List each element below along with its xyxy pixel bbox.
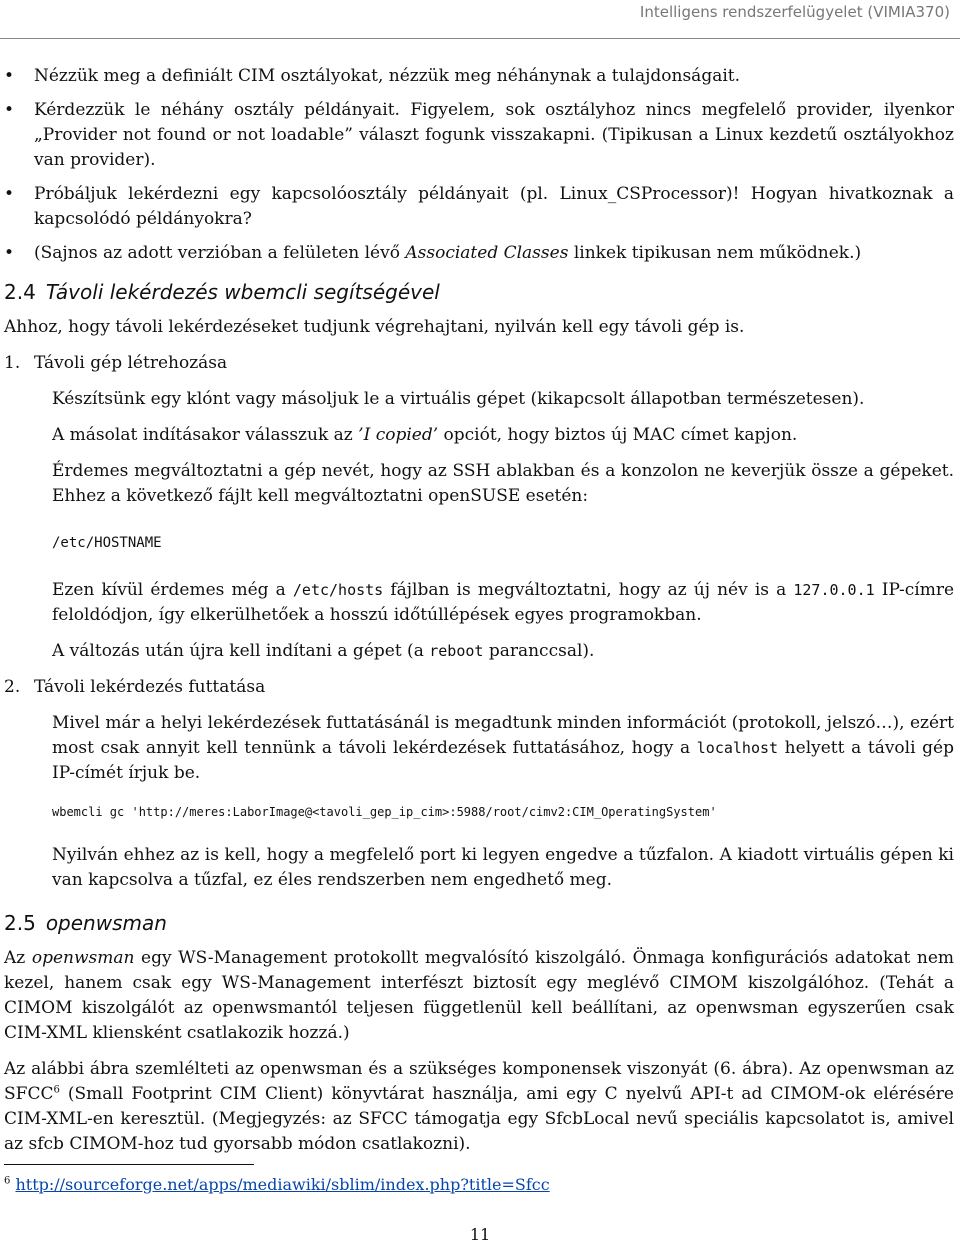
section-intro: Ahhoz, hogy távoli lekérdezéseket tudjunk végrehajtani, nyilván kell egy távoli gép is.	[4, 317, 745, 337]
code-block: /etc/HOSTNAME	[52, 535, 162, 551]
text-run: A változás után újra kell indítani a gépet (a	[52, 641, 430, 661]
header-divider	[0, 38, 960, 39]
inline-code: /etc/hosts	[292, 581, 384, 599]
step-body	[52, 711, 954, 786]
step-heading	[4, 351, 954, 376]
step-label: Távoli gép létrehozása	[34, 353, 228, 373]
step-label: Távoli lekérdezés futtatása	[34, 677, 266, 697]
bullet-list	[4, 64, 954, 266]
paragraph	[52, 639, 954, 664]
associated-classes-term: Associated Classes	[405, 243, 569, 263]
paragraph: Készítsünk egy klónt vagy másoljuk le a virtuális gépet (kikapcsolt állapotban természetesen).	[52, 389, 865, 409]
footnote-ref: 6	[53, 1084, 60, 1096]
inline-code: 127.0.0.1	[793, 581, 875, 599]
step-body	[52, 578, 954, 664]
step-number: 1.	[4, 353, 21, 373]
paragraph	[52, 423, 954, 448]
section-title: openwsman	[45, 911, 167, 935]
step-number: 2.	[4, 677, 21, 697]
step-body	[52, 387, 954, 509]
text-run: opciót, hogy biztos új MAC címet kapjon.	[438, 425, 798, 445]
list-item	[4, 241, 954, 266]
option-name: ’I copied’	[358, 425, 439, 445]
header-title: Intelligens rendszerfelügyelet (VIMIA370)	[639, 3, 950, 21]
text-run: fájlban is megváltoztatni, hogy az új név is a	[383, 580, 794, 600]
document-body	[4, 64, 954, 1168]
paragraph	[4, 1057, 954, 1157]
page-header	[0, 0, 960, 28]
step-heading	[4, 675, 954, 700]
text-run: Az alábbi ábra szemlélteti az openwsman és a szükséges komponensek viszonyát (6. ábra). Az openwsman az SFCC	[4, 1059, 954, 1104]
text-run: (Sajnos az adott verzióban a felületen lévő	[34, 243, 406, 263]
text-run: Az	[4, 948, 32, 968]
paragraph	[52, 711, 954, 786]
text-run: (Small Footprint CIM Client) könyvtárat használja, ami egy C nyelvű API-t ad CIMOM-ok elérésére CIM-XML-en keresztül. (Megjegyzés: az SFCC támogatja egy SfcbLocal nevű speciális kapcsolatot is, amivel az sfcb CIMOM-hoz tud gyorsabb módon csatlakozni).	[4, 1084, 954, 1154]
text-run: linkek tipikusan nem működnek.)	[568, 243, 862, 263]
code-block: wbemcli gc 'http://meres:LaborImage@<tavoli_gep_ip_cim>:5988/root/cimv2:CIM_OperatingSystem'	[52, 805, 717, 819]
text-run: IP-címre feloldódjon, így elkerülhetőek a hosszú időtúllépések egyes programokban.	[52, 580, 955, 625]
text-run: A másolat indításakor válasszuk az	[52, 425, 359, 445]
list-item: • Nézzük meg a definiált CIM osztályokat, nézzük meg néhánynak a tulajdonságait.	[4, 64, 954, 89]
footnote-divider	[4, 1164, 254, 1165]
text-run: Ezen kívül érdemes még a	[52, 580, 293, 600]
text-run: helyett a távoli gép IP-címét írjuk be.	[52, 738, 954, 783]
openwsman-term: openwsman	[31, 948, 135, 968]
section-heading-2-5	[4, 911, 954, 936]
list-item: • Próbáljuk lekérdezni egy kapcsolóosztály példányait (pl. Linux_CSProcessor)! Hogyan hivatkoznak a kapcsolódó példányokra?	[4, 182, 954, 232]
inline-code: localhost	[696, 739, 779, 757]
section-title: Távoli lekérdezés wbemcli segítségével	[45, 280, 440, 304]
paragraph	[52, 578, 954, 628]
step-body	[52, 843, 954, 893]
text-run: Mivel már a helyi lekérdezések futtatásánál is megadtunk minden információt (protokoll, jelszó…), ezért most csak annyit kell tennünk a távoli lekérdezések futtatásához, hogy a	[52, 713, 954, 758]
paragraph: Nyilván ehhez az is kell, hogy a megfelelő port ki legyen engedve a tűzfalon. A kiadott virtuális gépen ki van kapcsolva a tűzfal, ez éles rendszerben nem engedhető meg.	[52, 845, 954, 890]
footnote-number: 6	[4, 1175, 11, 1187]
text-run: egy WS-Management protokollt megvalósító kiszolgáló. Önmaga konfigurációs adatokat nem kezel, hanem csak egy WS-Management interfészt biztosít egy meglévő CIMOM kiszolgálóhoz. (Tehát a CIMOM kiszolgálót az openwsmantól teljesen függetlenül kell beállítani, az openwsman egyszerűen csak CIM-XML kliensként csatlakozik hozzá.)	[4, 948, 954, 1043]
section-heading-2-4	[4, 280, 954, 305]
page-number: 11	[469, 1225, 491, 1244]
section-number: 2.4	[4, 280, 36, 304]
paragraph: Érdemes megváltoztatni a gép nevét, hogy az SSH ablakban és a konzolon ne keverjük össze a gépeket. Ehhez a következő fájlt kell megváltoztatni openSUSE esetén:	[52, 461, 954, 506]
paragraph	[4, 946, 954, 1046]
footnote	[4, 1172, 550, 1197]
inline-code: reboot	[429, 642, 484, 660]
section-number: 2.5	[4, 911, 36, 935]
text-run: paranccsal).	[483, 641, 595, 661]
list-item: • Kérdezzük le néhány osztály példányait. Figyelem, sok osztályhoz nincs megfelelő provider, ilyenkor „Provider not found or not loadable” választ fogunk visszakapni. (Tipikusan a Linux kezdetű osztályokhoz van provider).	[4, 98, 954, 173]
footnote-link[interactable]: http://sourceforge.net/apps/mediawiki/sblim/index.php?title=Sfcc	[15, 1175, 550, 1194]
